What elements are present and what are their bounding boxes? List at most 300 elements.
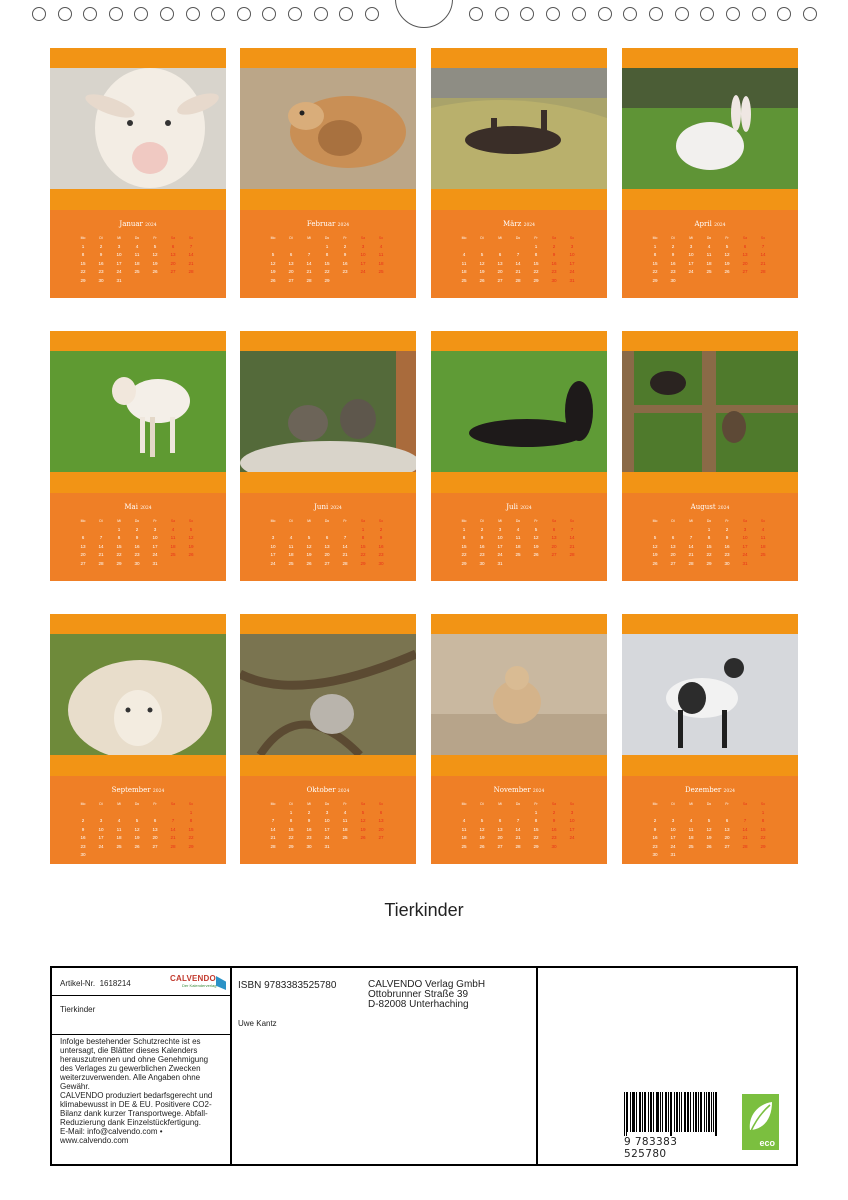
barcode-number: 9 783383 525780 (624, 1136, 678, 1160)
binding-hole (803, 7, 817, 21)
day-cell: 28 (569, 552, 575, 557)
day-cell: 15 (706, 543, 712, 549)
month-year: 2024 (523, 223, 536, 228)
day-cell (491, 809, 509, 818)
day-cell: 16 (551, 826, 557, 832)
day-cell: 10 (324, 818, 330, 823)
week-row (264, 277, 390, 286)
day-cell: 5 (707, 818, 711, 823)
card-mid-bar (50, 189, 226, 210)
day-cell (372, 843, 390, 852)
weekday-header-row (646, 234, 772, 243)
day-cell: 11 (378, 252, 384, 257)
binding-hole (314, 7, 328, 21)
day-cell: 17 (270, 552, 276, 557)
day-cell: 6 (81, 535, 85, 540)
calendar-title: Tierkinder (384, 900, 464, 920)
week-row (455, 834, 581, 843)
week-row (646, 243, 772, 252)
day-grid (74, 234, 200, 285)
binding-hole (160, 7, 174, 21)
day-cell: 31 (324, 843, 330, 849)
day-cell (754, 851, 772, 860)
day-cell: 2 (653, 818, 657, 823)
author: Uwe Kantz (238, 1019, 277, 1028)
card-top-bar (240, 331, 416, 351)
weekday-label: Mo (80, 519, 86, 523)
day-cell: 29 (324, 277, 330, 283)
article-label: Artikel-Nr. (60, 979, 96, 988)
day-cell: 2 (307, 809, 311, 815)
day-cell: 4 (171, 526, 175, 532)
day-cell: 15 (360, 543, 366, 549)
day-cell: 4 (689, 818, 693, 823)
day-cell (682, 851, 700, 860)
black-white-goat-photo (622, 634, 798, 755)
day-cell: 13 (378, 818, 384, 823)
card-top-bar (50, 48, 226, 68)
day-cell: 23 (551, 835, 557, 840)
day-cell (563, 843, 581, 852)
weekday-label: Do (134, 236, 140, 240)
meerkats-photo (240, 68, 416, 189)
day-cell (182, 560, 200, 569)
month-year: 2024 (140, 506, 152, 511)
day-cell (545, 560, 563, 569)
day-cell: 28 (306, 277, 312, 283)
month-calendar (240, 210, 416, 298)
month-title (240, 503, 416, 511)
day-cell: 26 (134, 843, 140, 849)
binding-hole (58, 7, 72, 21)
day-cell: 21 (742, 835, 748, 840)
day-cell: 20 (288, 269, 294, 274)
day-cell (92, 851, 110, 860)
weekday-label: So (760, 519, 766, 523)
month-name: April (694, 220, 712, 228)
card-mid-bar (50, 755, 226, 776)
day-cell: 31 (670, 852, 676, 857)
day-cell: 24 (116, 269, 122, 274)
week-row (74, 243, 200, 252)
day-cell: 1 (761, 809, 765, 815)
day-cell: 18 (688, 835, 694, 840)
day-grid (264, 800, 390, 851)
day-cell: 6 (171, 243, 175, 249)
day-cell: 27 (551, 552, 557, 557)
day-cell: 3 (498, 526, 502, 532)
day-cell: 20 (80, 552, 86, 557)
day-cell: 5 (480, 818, 484, 823)
day-cell (646, 809, 664, 818)
day-cell: 22 (188, 835, 194, 840)
day-cell: 2 (379, 526, 383, 532)
card-top-bar (50, 614, 226, 634)
day-cell: 9 (552, 252, 556, 257)
day-cell: 12 (533, 535, 539, 540)
day-cell: 15 (533, 260, 539, 266)
day-cell: 20 (324, 552, 330, 557)
day-cell: 27 (170, 269, 176, 274)
day-cell: 1 (361, 526, 365, 532)
eco-badge (742, 1094, 779, 1150)
weekday-header-row (74, 517, 200, 526)
week-row (646, 809, 772, 818)
day-cell: 13 (670, 543, 676, 549)
weekday-label: So (378, 802, 384, 806)
day-cell: 22 (288, 835, 294, 840)
day-cell: 23 (306, 835, 312, 840)
binding-hole (649, 7, 663, 21)
day-cell: 5 (534, 526, 538, 532)
day-cell: 16 (670, 260, 676, 266)
day-cell: 1 (462, 526, 466, 532)
day-cell (264, 809, 282, 818)
day-cell: 28 (98, 560, 104, 566)
month-card (240, 331, 416, 581)
day-cell (300, 526, 318, 535)
day-grid (74, 800, 200, 860)
week-row (455, 560, 581, 569)
day-cell: 5 (361, 809, 365, 815)
week-row (264, 551, 390, 560)
legal-notice (52, 1035, 230, 1148)
weekday-header-row (74, 800, 200, 809)
day-cell: 3 (153, 526, 157, 532)
weekday-label: Di (99, 236, 103, 240)
day-cell: 7 (271, 818, 275, 823)
day-cell: 4 (343, 809, 347, 815)
prairie-dog-photo (431, 634, 607, 755)
binding-hole (546, 7, 560, 21)
day-cell: 13 (80, 543, 86, 549)
day-cell: 11 (288, 543, 294, 549)
binding-hole (339, 7, 353, 21)
weekday-label: Mi (307, 802, 311, 806)
day-cell (509, 560, 527, 569)
day-cell: 9 (135, 535, 139, 540)
month-name: September (111, 786, 151, 794)
weekday-label: Do (134, 519, 140, 523)
week-row (264, 834, 390, 843)
day-cell: 28 (188, 269, 194, 274)
day-cell: 10 (742, 535, 748, 540)
day-grid (74, 517, 200, 568)
day-cell: 3 (570, 809, 574, 815)
day-cell: 7 (689, 535, 693, 540)
day-cell: 1 (289, 809, 293, 815)
month-name: Januar (119, 220, 143, 228)
day-cell: 19 (479, 269, 485, 274)
day-cell: 11 (342, 818, 348, 823)
weekday-label: Mo (652, 519, 658, 523)
day-cell: 12 (188, 535, 194, 540)
week-row (646, 551, 772, 560)
month-name: Dezember (685, 786, 722, 794)
week-row (264, 843, 390, 852)
month-card (50, 614, 226, 864)
week-row (74, 851, 200, 860)
month-card (50, 331, 226, 581)
week-row (455, 809, 581, 818)
day-cell (718, 277, 736, 286)
day-grid (646, 234, 772, 285)
day-cell: 11 (760, 535, 766, 540)
month-title (431, 503, 607, 511)
kitten-in-tree-photo (240, 634, 416, 755)
day-cell: 13 (497, 260, 503, 266)
day-cell: 3 (325, 809, 329, 815)
day-cell: 1 (653, 243, 657, 249)
day-cell: 20 (724, 835, 730, 840)
weekday-label: Mo (652, 236, 658, 240)
day-cell: 28 (742, 843, 748, 849)
month-card (240, 614, 416, 864)
day-cell: 20 (497, 269, 503, 274)
day-cell (146, 277, 164, 286)
binding-hole (211, 7, 225, 21)
day-cell (336, 843, 354, 852)
day-cell: 31 (152, 560, 158, 566)
day-cell: 15 (760, 826, 766, 832)
month-year: 2024 (714, 223, 726, 228)
day-cell: 16 (134, 543, 140, 549)
weekday-header-row (74, 234, 200, 243)
day-cell (92, 809, 110, 818)
binding-hole (134, 7, 148, 21)
week-row (264, 534, 390, 543)
month-name: November (493, 786, 531, 794)
weekday-label: Di (480, 802, 484, 806)
day-cell (354, 277, 372, 286)
weekday-label: Sa (551, 236, 557, 240)
day-cell (164, 560, 182, 569)
day-cell: 18 (116, 835, 122, 840)
day-cell (354, 843, 372, 852)
day-cell: 25 (342, 835, 348, 840)
article-number: 1618214 (99, 979, 131, 988)
binding-hole (32, 7, 46, 21)
card-mid-bar (240, 189, 416, 210)
day-cell: 4 (761, 526, 765, 532)
day-cell: 6 (289, 252, 293, 257)
day-cell: 1 (534, 809, 538, 815)
day-cell: 31 (742, 560, 748, 566)
day-cell: 1 (81, 243, 85, 249)
day-cell (646, 526, 664, 535)
day-cell (74, 809, 92, 818)
week-row (646, 277, 772, 286)
day-cell: 17 (152, 543, 158, 549)
day-cell: 18 (461, 269, 467, 274)
day-cell: 19 (188, 543, 194, 549)
day-cell: 30 (80, 852, 86, 857)
day-cell: 2 (81, 818, 85, 823)
day-cell: 3 (361, 243, 365, 249)
card-mid-bar (622, 472, 798, 493)
day-cell: 26 (306, 560, 312, 566)
month-card (50, 48, 226, 298)
month-year: 2024 (337, 223, 350, 228)
weekday-label: Mi (498, 236, 502, 240)
day-cell: 15 (188, 826, 194, 832)
day-cell: 25 (515, 552, 521, 557)
day-cell: 11 (461, 260, 467, 266)
weekday-label: Sa (742, 519, 748, 523)
week-row (646, 834, 772, 843)
binding-hole (83, 7, 97, 21)
day-cell: 30 (306, 843, 312, 849)
day-cell: 4 (289, 535, 293, 540)
card-mid-bar (622, 189, 798, 210)
day-cell: 22 (461, 552, 467, 557)
day-cell: 9 (343, 252, 347, 257)
day-cell (92, 526, 110, 535)
day-cell: 3 (570, 243, 574, 249)
week-row (646, 851, 772, 860)
day-cell: 8 (534, 252, 538, 257)
day-cell: 30 (98, 277, 104, 283)
day-cell: 25 (134, 269, 140, 274)
day-cell: 12 (360, 818, 366, 823)
binding-hole (237, 7, 251, 21)
day-cell: 29 (461, 560, 467, 566)
card-top-bar (431, 48, 607, 68)
day-cell: 2 (552, 243, 556, 249)
month-card (431, 614, 607, 864)
binding-hole (726, 7, 740, 21)
card-mid-bar (431, 755, 607, 776)
week-row (646, 560, 772, 569)
day-cell: 7 (343, 535, 347, 540)
day-cell: 13 (742, 252, 748, 257)
day-cell: 27 (497, 843, 503, 849)
day-cell: 17 (116, 260, 122, 266)
day-cell: 5 (307, 535, 311, 540)
week-row (455, 534, 581, 543)
week-row (455, 826, 581, 835)
day-cell (282, 243, 300, 252)
day-cell (146, 851, 164, 860)
week-row (264, 817, 390, 826)
week-row (264, 260, 390, 269)
week-row (74, 809, 200, 818)
day-cell: 3 (743, 526, 747, 532)
day-cell: 19 (134, 835, 140, 840)
week-row (74, 817, 200, 826)
day-grid (455, 800, 581, 851)
day-cell: 13 (288, 260, 294, 266)
day-cell: 4 (707, 243, 711, 249)
day-cell: 27 (324, 560, 330, 566)
day-cell: 12 (479, 260, 485, 266)
week-row (646, 826, 772, 835)
isbn: ISBN 9783383525780 (238, 980, 337, 991)
day-cell: 14 (342, 543, 348, 549)
day-cell: 19 (706, 835, 712, 840)
day-cell: 17 (670, 835, 676, 840)
day-cell: 26 (188, 552, 194, 557)
day-cell (700, 277, 718, 286)
day-cell: 20 (551, 543, 557, 549)
weekday-label: Mi (117, 519, 121, 523)
week-row (264, 809, 390, 818)
week-row (74, 526, 200, 535)
day-cell: 11 (706, 252, 712, 257)
brand-tagline: Der Kalenderverlag (182, 983, 217, 988)
week-row (646, 526, 772, 535)
day-cell: 7 (761, 243, 765, 249)
day-cell: 28 (342, 560, 348, 566)
day-cell: 27 (497, 277, 503, 283)
day-cell: 27 (742, 269, 748, 274)
day-cell: 9 (379, 535, 383, 540)
day-cell: 9 (307, 818, 311, 823)
weekday-label: Mo (80, 236, 86, 240)
day-cell: 21 (270, 835, 276, 840)
weekday-label: Fr (343, 802, 347, 806)
weekday-label: Do (324, 802, 330, 806)
binding-hole (469, 7, 483, 21)
weekday-label: Mi (498, 519, 502, 523)
day-cell: 8 (707, 535, 711, 540)
week-row (74, 826, 200, 835)
week-row (74, 277, 200, 286)
day-cell: 11 (461, 826, 467, 832)
week-row (455, 543, 581, 552)
info-title: Tierkinder (60, 1005, 96, 1014)
month-card (622, 48, 798, 298)
day-cell: 10 (98, 826, 104, 832)
day-cell: 9 (653, 826, 657, 832)
info-right-column (538, 968, 796, 1164)
day-cell: 10 (270, 543, 276, 549)
day-cell: 22 (80, 269, 86, 274)
weekday-label: Sa (360, 519, 366, 523)
weekday-label: Do (515, 236, 521, 240)
weekday-label: Di (671, 802, 675, 806)
week-row (74, 834, 200, 843)
day-cell (336, 277, 354, 286)
day-cell (754, 560, 772, 569)
day-cell (164, 851, 182, 860)
day-cell: 4 (462, 252, 466, 257)
publisher-name: CALVENDO Verlag GmbH (368, 979, 486, 990)
day-cell: 14 (170, 826, 176, 832)
day-cell: 21 (188, 260, 194, 266)
binding-hole (495, 7, 509, 21)
day-cell: 15 (652, 260, 658, 266)
weekday-label: Mi (689, 236, 693, 240)
month-calendar (622, 776, 798, 864)
weekday-label: Mi (117, 236, 121, 240)
day-cell: 11 (134, 252, 140, 257)
day-cell: 15 (80, 260, 86, 266)
day-cell: 13 (497, 826, 503, 832)
day-cell: 22 (116, 552, 122, 557)
weekday-header-row (646, 800, 772, 809)
day-cell (74, 526, 92, 535)
day-cell: 6 (379, 809, 383, 815)
day-cell: 21 (98, 552, 104, 557)
day-cell: 25 (760, 552, 766, 557)
weekday-label: Di (480, 236, 484, 240)
weekday-label: Fr (725, 519, 729, 523)
day-cell: 30 (652, 852, 658, 857)
month-name: März (502, 220, 522, 228)
day-cell: 6 (498, 818, 502, 823)
day-cell: 18 (515, 543, 521, 549)
